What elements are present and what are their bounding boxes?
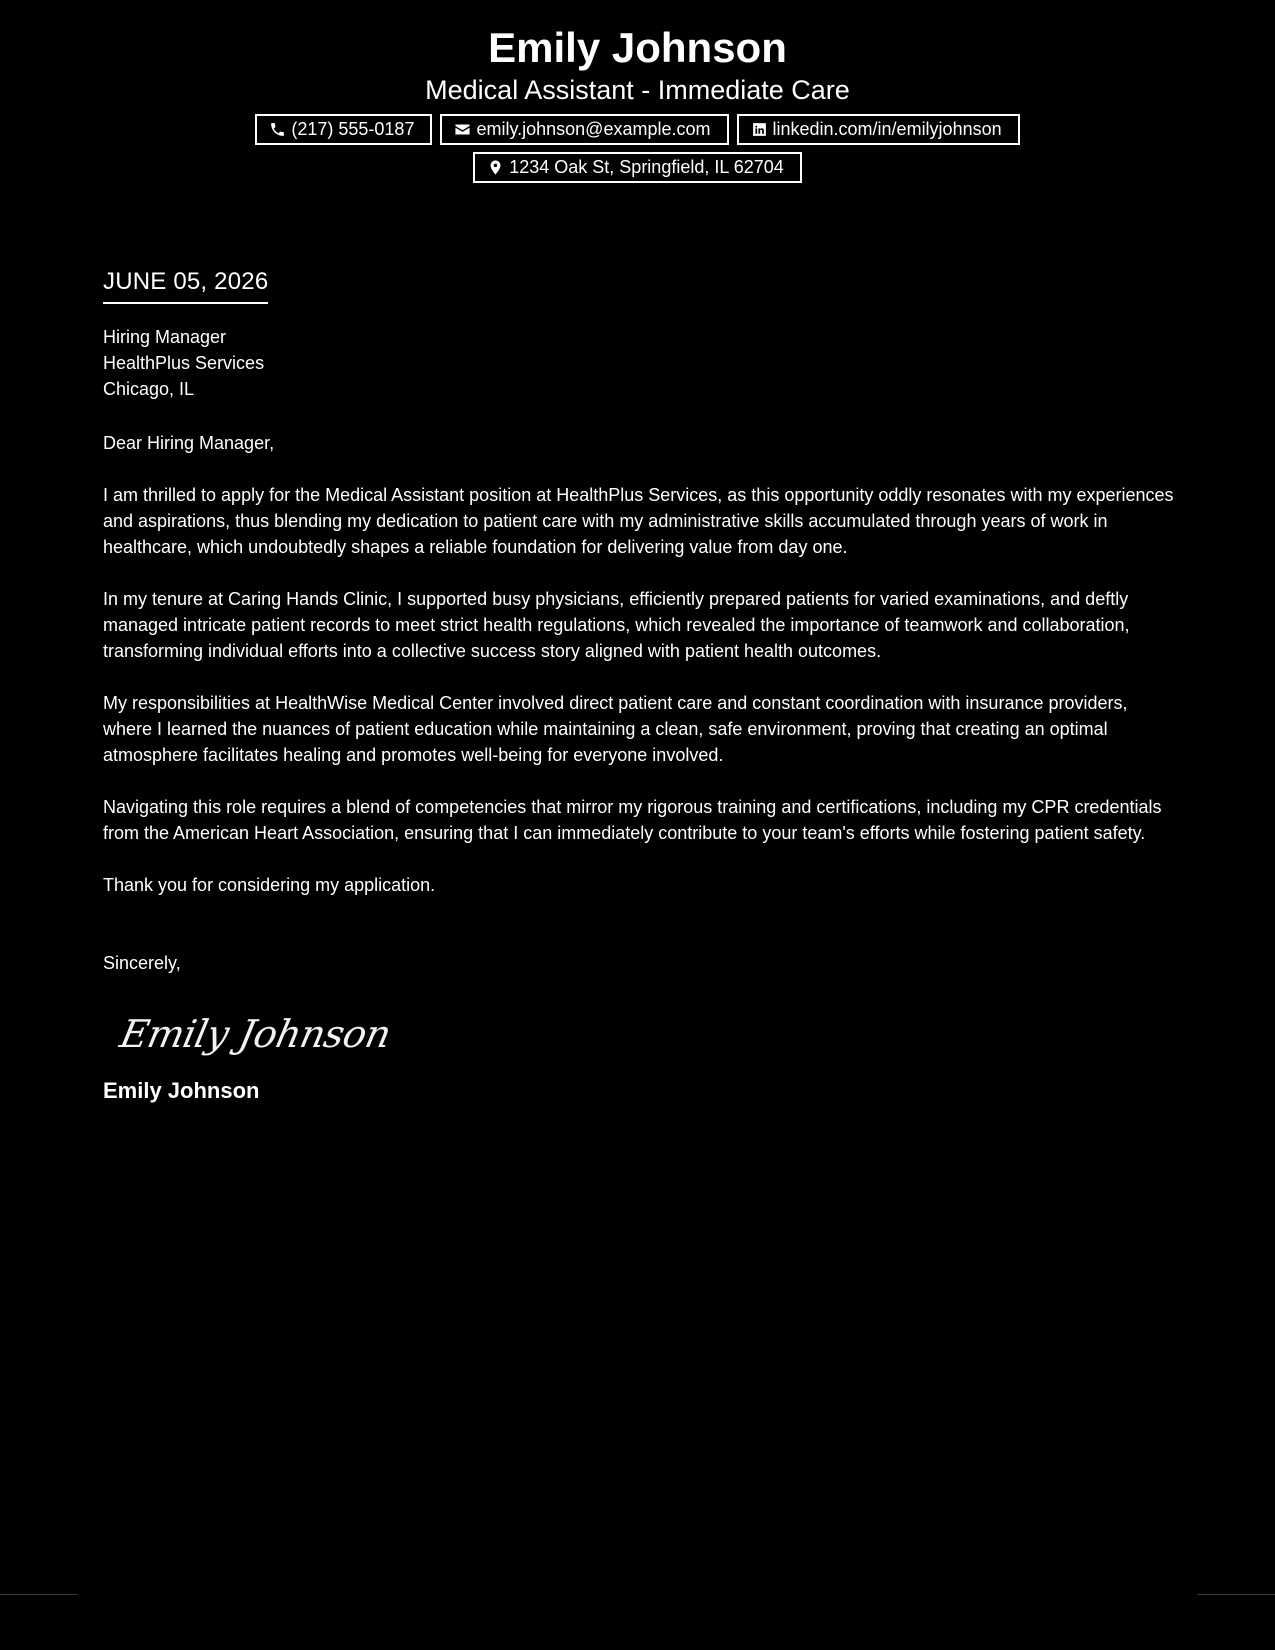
footer-divider-left xyxy=(0,1594,77,1595)
contact-linkedin[interactable] xyxy=(737,114,1020,145)
letter-paragraph: My responsibilities at HealthWise Medical Center involved direct patient care and constant coordination with insurance providers, where I learned the nuances of patient education while maintaining a clean, safe environment, proving that creating an optimal atmosphere facilitates healing and promotes well-being for everyone involved. xyxy=(103,693,1128,765)
handwritten-signature: Emily Johnson xyxy=(116,1012,395,1056)
letter-paragraph-thanks: Thank you for considering my application. xyxy=(103,875,436,895)
letter-closing: Sincerely, xyxy=(103,953,181,973)
phone-icon xyxy=(269,121,286,138)
letter-greeting: Dear Hiring Manager, xyxy=(103,433,275,453)
letter-date: JUNE 05, 2026 xyxy=(103,266,268,304)
recipient-location: Chicago, IL xyxy=(103,379,195,399)
applicant-headline: Medical Assistant - Immediate Care xyxy=(425,75,850,105)
contact-address xyxy=(473,152,802,183)
signer-name: Emily Johnson xyxy=(103,1078,260,1103)
contact-address-text: 1234 Oak St, Springfield, IL 62704 xyxy=(509,157,784,177)
footer-divider-right xyxy=(1197,1594,1275,1595)
letter-paragraph: I am thrilled to apply for the Medical Assistant position at HealthPlus Services, as this opportunity oddly resonates with my experiences and aspirations, thus blending my dedication to patient care with my administrative skills accumulated through years of work in healthcare, which undoubtedly shapes a reliable foundation for delivering value from day one. xyxy=(103,485,1174,557)
linkedin-icon xyxy=(751,121,768,138)
contact-email[interactable] xyxy=(440,114,728,145)
contact-row-primary xyxy=(0,114,1275,145)
letter-paragraph: In my tenure at Caring Hands Clinic, I supported busy physicians, efficiently prepared patients for varied examinations, and deftly managed intricate patient records to meet strict health regulations, which revealed the importance of teamwork and collaboration, transforming individual efforts into a collective success story aligned with patient health outcomes. xyxy=(103,589,1130,661)
contact-row-secondary xyxy=(0,152,1275,183)
contact-phone-text: (217) 555-0187 xyxy=(291,119,415,139)
map-pin-icon xyxy=(487,159,504,176)
letter-body xyxy=(103,266,1178,1106)
envelope-icon xyxy=(454,121,471,138)
recipient-block xyxy=(103,324,1178,402)
contact-email-text: emily.johnson@example.com xyxy=(476,119,711,139)
recipient-title: Hiring Manager xyxy=(103,327,227,347)
applicant-name: Emily Johnson xyxy=(488,24,787,71)
letter-header xyxy=(0,22,1275,183)
contact-linkedin-text: linkedin.com/in/emilyjohnson xyxy=(772,119,1002,139)
contact-phone[interactable] xyxy=(255,114,432,145)
recipient-company: HealthPlus Services xyxy=(103,353,265,373)
letter-paragraph: Navigating this role requires a blend of competencies that mirror my rigorous training and certifications, including my CPR credentials from the American Heart Association, ensuring that I can immediately contribute to your team's efforts while fostering patient safety. xyxy=(103,797,1162,843)
